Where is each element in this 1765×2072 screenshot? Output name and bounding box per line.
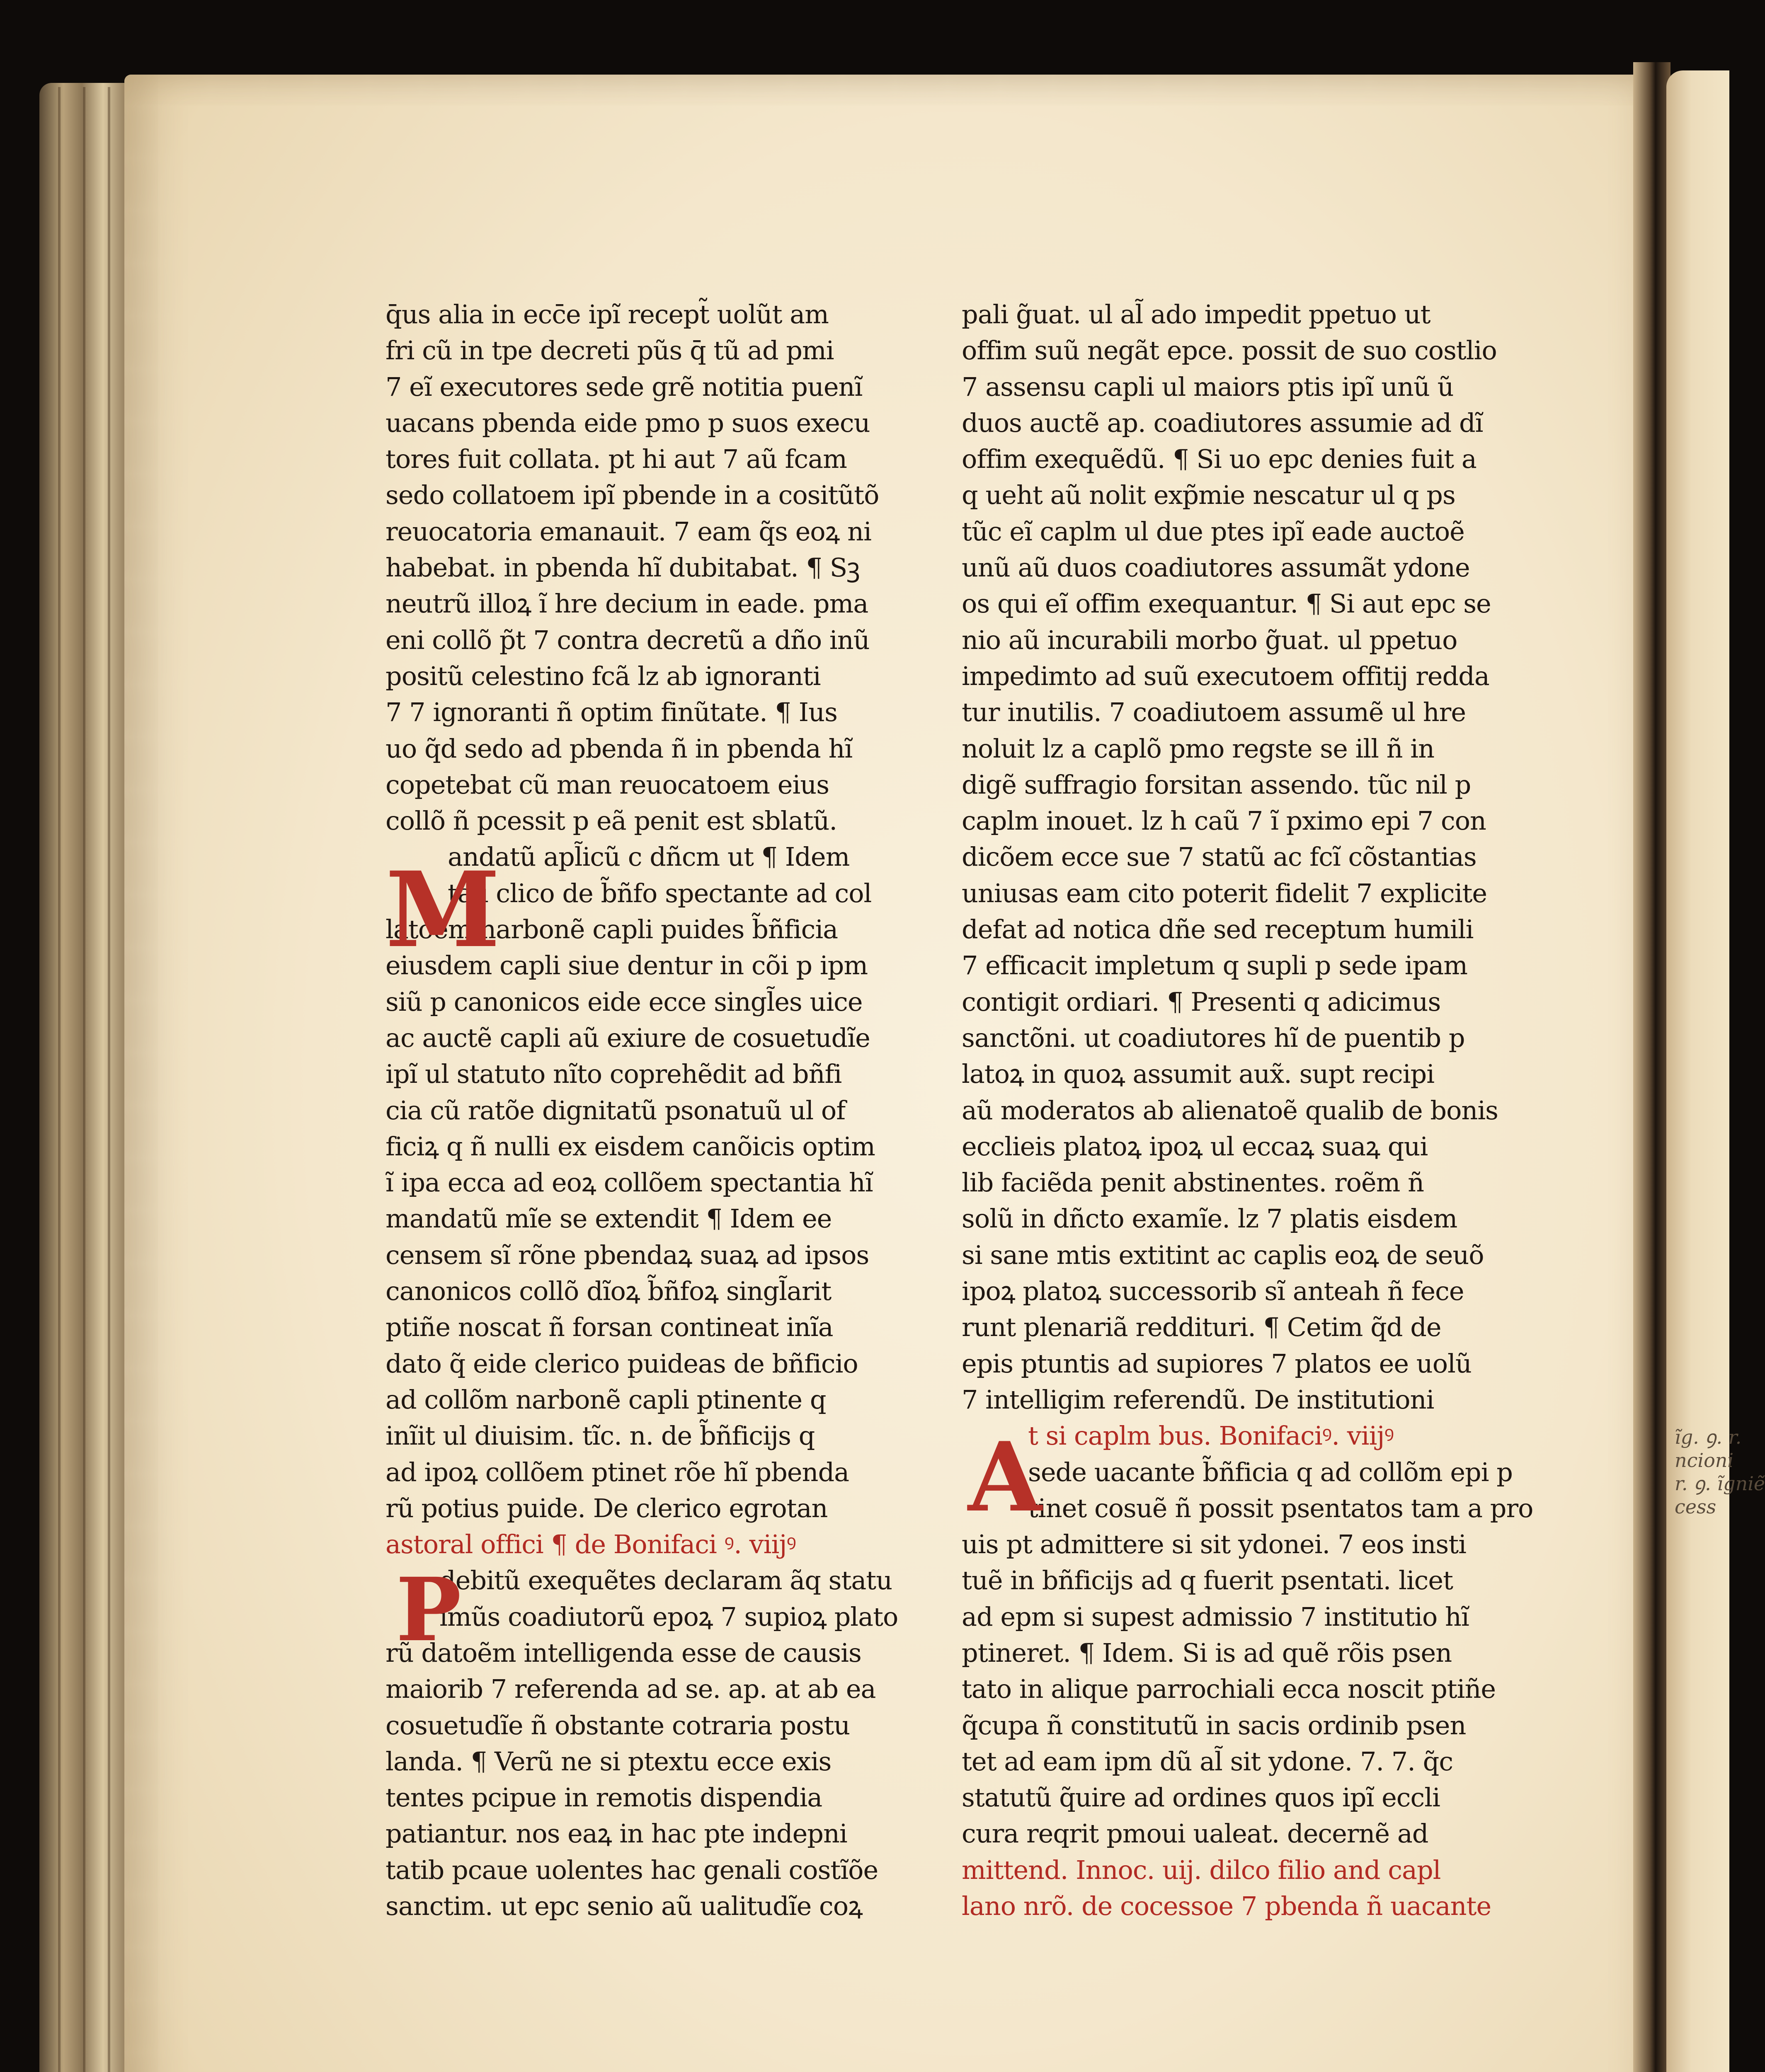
text-line: latoꝝ in quoꝝ assumit aux̃. supt recipi (962, 1056, 1604, 1092)
text-line: maiorib 7 referenda ad se. ap. at ab ea (385, 1671, 941, 1707)
text-line: neutrũ illoꝝ ĩ hre decium in eade. pma (385, 586, 941, 622)
text-line: uo q̃d sedo ad pbenda ñ in pbenda hĩ (385, 731, 941, 767)
text-line: sanctõni. ut coadiutores hĩ de puentib p (962, 1020, 1604, 1056)
text-line: ĩ ipa ecca ad eoꝝ collõem spectantia hĩ (385, 1164, 941, 1201)
text-line: tuẽ in bñficijs ad q fuerit psentati. licet (962, 1562, 1604, 1598)
text-line: statutũ q̃uire ad ordines quos ipĩ eccli (962, 1779, 1604, 1815)
text-line: offim exequẽdũ. ¶ Si uo epc denies fuit a (962, 441, 1604, 477)
text-line: uis pt admittere si sit ydonei. 7 eos insti (962, 1526, 1604, 1562)
text-line: ad epm si supest admissio 7 institutio hĩ (962, 1599, 1604, 1635)
text-line: latoẽm narbonẽ capli puides b̃ñficia (385, 911, 941, 947)
text-line: 7 7 ignoranti ñ optim finũtate. ¶ Ius (385, 694, 941, 730)
text-line: tur inutilis. 7 coadiutoem assumẽ ul hre (962, 694, 1604, 730)
text-line: si sane mtis extitint ac caplis eoꝝ de seuõ (962, 1237, 1604, 1273)
text-line: ipĩ ul statuto nĩto coprehẽdit ad bñfi (385, 1056, 941, 1092)
text-line: tinet cosuẽ ñ possit psentatos tam a pro (962, 1490, 1604, 1526)
text-line: imũs coadiutorũ epoꝝ 7 supioꝝ plato (385, 1599, 941, 1635)
text-line: landa. ¶ Verũ ne si ptextu ecce exis (385, 1743, 941, 1779)
text-line: canonicos collõ dĩoꝝ b̃ñfoꝝ singl̃arit (385, 1273, 941, 1309)
text-line: tũc eĩ caplm ul due ptes ipĩ eade auctoẽ (962, 513, 1604, 549)
text-line: dato q̃ eide clerico puideas de bñficio (385, 1346, 941, 1382)
text-line: offim suũ negãt epce. possit de suo costlio (962, 332, 1604, 368)
text-line: digẽ suffragio forsitan assendo. tũc nil p (962, 767, 1604, 803)
text-line: sedo collatoem ipĩ pbende in a cositũtõ (385, 477, 941, 513)
text-line: astoral offici ¶ de Bonifaci ꝰ. viijꝰ (385, 1526, 941, 1562)
text-line: t si caplm bus. Bonifaciꝰ. viijꝰ (962, 1418, 1604, 1454)
text-line: uniusas eam cito poterit fidelit 7 explicite (962, 875, 1604, 911)
text-line: cura reqrit pmoui ualeat. decernẽ ad (962, 1815, 1604, 1852)
text-line: os qui eĩ offim exequantur. ¶ Si aut epc se (962, 586, 1604, 622)
text-line: positũ celestino fcã lz ab ignoranti (385, 658, 941, 694)
text-line: sede uacante b̃ñficia q ad collõm epi p (962, 1454, 1604, 1490)
text-line: ecclieis platoꝝ ipoꝝ ul eccaꝝ suaꝝ qui (962, 1128, 1604, 1164)
text-line: sanctim. ut epc senio aũ ualitudĩe coꝝ (385, 1888, 941, 1924)
text-line: mittend. Innoc. uij. dilco filio and capl (962, 1852, 1604, 1888)
text-line: copetebat cũ man reuocatoem eius (385, 767, 941, 803)
decorated-initial-p: P (396, 1566, 461, 1653)
text-line: ad ipoꝝ collõem ptinet rõe hĩ pbenda (385, 1454, 941, 1490)
text-line: tato in alique parrochiali ecca noscit ptiñe (962, 1671, 1604, 1707)
text-line: aũ moderatos ab alienatoẽ qualib de bonis (962, 1092, 1604, 1128)
text-line: dicõem ecce sue 7 statũ ac fcĩ cõstantias (962, 839, 1604, 875)
text-line: censem sĩ rõne pbendaꝝ suaꝝ ad ipsos (385, 1237, 941, 1273)
marginal-note-line: cess (1675, 1495, 1729, 1518)
text-line: solũ in dñcto examĩe. lz 7 platis eisdem (962, 1201, 1604, 1237)
text-line: tali clico de b̃ñfo spectante ad col (385, 875, 941, 911)
text-line: andatũ apl̃icũ c dñcm ut ¶ Idem (385, 839, 941, 875)
text-line: epis ptuntis ad supiores 7 platos ee uolũ (962, 1346, 1604, 1382)
marginal-note-line: ncioni (1675, 1449, 1729, 1472)
text-line: lib faciẽda penit abstinentes. roẽm ñ (962, 1164, 1604, 1201)
text-line: 7 eĩ executores sede grẽ notitia puenĩ (385, 369, 941, 405)
text-line: habebat. in pbenda hĩ dubitabat. ¶ Sꝫ (385, 549, 941, 586)
text-line: unũ aũ duos coadiutores assumãt ydone (962, 549, 1604, 586)
text-line: mandatũ mĩe se extendit ¶ Idem ee (385, 1201, 941, 1237)
text-line: q ueht aũ nolit exp̃mie nescatur ul q ps (962, 477, 1604, 513)
text-line: ficiꝝ q ñ nulli ex eisdem canõicis optim (385, 1128, 941, 1164)
text-line: tentes pcipue in remotis dispendia (385, 1779, 941, 1815)
text-line: tatib pcaue uolentes hac genali costĩõe (385, 1852, 941, 1888)
decorated-initial-m: M (385, 858, 500, 961)
text-line: 7 efficacit impletum q supli p sede ipam (962, 947, 1604, 983)
text-line: caplm inouet. lz h caũ 7 ĩ pximo epi 7 con (962, 803, 1604, 839)
text-line: ptineret. ¶ Idem. Si is ad quẽ rõis psen (962, 1635, 1604, 1671)
text-line: ad collõm narbonẽ capli ptinente q (385, 1382, 941, 1418)
text-line: fri cũ in tpe decreti pũs q̄ tũ ad pmi (385, 332, 941, 368)
text-line: inĩit ul diuisim. tĩc. n. de b̃ñficijs q (385, 1418, 941, 1454)
decorated-initial-a: A (968, 1430, 1042, 1525)
text-line: defat ad notica dñe sed receptum humili (962, 911, 1604, 947)
text-line: tores fuit collata. pt hi aut 7 aũ fcam (385, 441, 941, 477)
text-line: cosuetudĩe ñ obstante cotraria postu (385, 1707, 941, 1743)
text-line: q̃cupa ñ constitutũ in sacis ordinib psen (962, 1707, 1604, 1743)
text-line: contigit ordiari. ¶ Presenti q adicimus (962, 984, 1604, 1020)
text-line: q̄us alia in ecc̄e ipĩ recept̃ uolũt am (385, 296, 941, 332)
text-line: noluit lz a caplõ pmo regste se ill ñ in (962, 731, 1604, 767)
text-line: lano nrõ. de cocessoe 7 pbenda ñ uacante (962, 1888, 1604, 1924)
text-line: patiantur. nos eaꝝ in hac pte indepni (385, 1815, 941, 1852)
text-line: runt plenariã reddituri. ¶ Cetim q̃d de (962, 1309, 1604, 1345)
text-line: eni collõ p̃t 7 contra decretũ a dño inũ (385, 622, 941, 658)
text-line: uacans pbenda eide pmo p suos execu (385, 405, 941, 441)
text-line: ac auctẽ capli aũ exiure de cosuetudĩe (385, 1020, 941, 1056)
text-line: siũ p canonicos eide ecce singl̃es uice (385, 984, 941, 1020)
text-line: 7 intelligim referendũ. De institutioni (962, 1382, 1604, 1418)
marginal-note-line: ĩg. ꝯ. r. (1675, 1426, 1729, 1449)
text-line: duos auctẽ ap. coadiutores assumie ad dĩ (962, 405, 1604, 441)
text-line: eiusdem capli siue dentur in cõi p ipm (385, 947, 941, 983)
text-line: reuocatoria emanauit. 7 eam q̃s eoꝝ ni (385, 513, 941, 549)
text-line: impedimto ad suũ executoem offitij redda (962, 658, 1604, 694)
text-line: rũ potius puide. De clerico egrotan (385, 1490, 941, 1526)
marginal-note-line: r. ꝯ. ĩgniẽ (1675, 1472, 1729, 1495)
text-line: 7 assensu capli ul maiors ptis ipĩ unũ ũ (962, 369, 1604, 405)
text-line: ptiñe noscat ñ forsan contineat inĩa (385, 1309, 941, 1345)
text-line: cia cũ ratõe dignitatũ psonatuũ ul of (385, 1092, 941, 1128)
text-line: rũ datoẽm intelligenda esse de causis (385, 1635, 941, 1671)
text-line: ipoꝝ platoꝝ successorib sĩ anteah ñ fece (962, 1273, 1604, 1309)
text-line: collõ ñ pcessit p eã penit est sblatũ. (385, 803, 941, 839)
text-line: pali g̃uat. ul al̃ ado impedit ppetuo ut (962, 296, 1604, 332)
text-line: nio aũ incurabili morbo g̃uat. ul ppetuo (962, 622, 1604, 658)
text-line: debitũ exequẽtes declaram ãq statu (385, 1562, 941, 1598)
text-line: tet ad eam ipm dũ al̃ sit ydone. 7. 7. q̃c (962, 1743, 1604, 1779)
